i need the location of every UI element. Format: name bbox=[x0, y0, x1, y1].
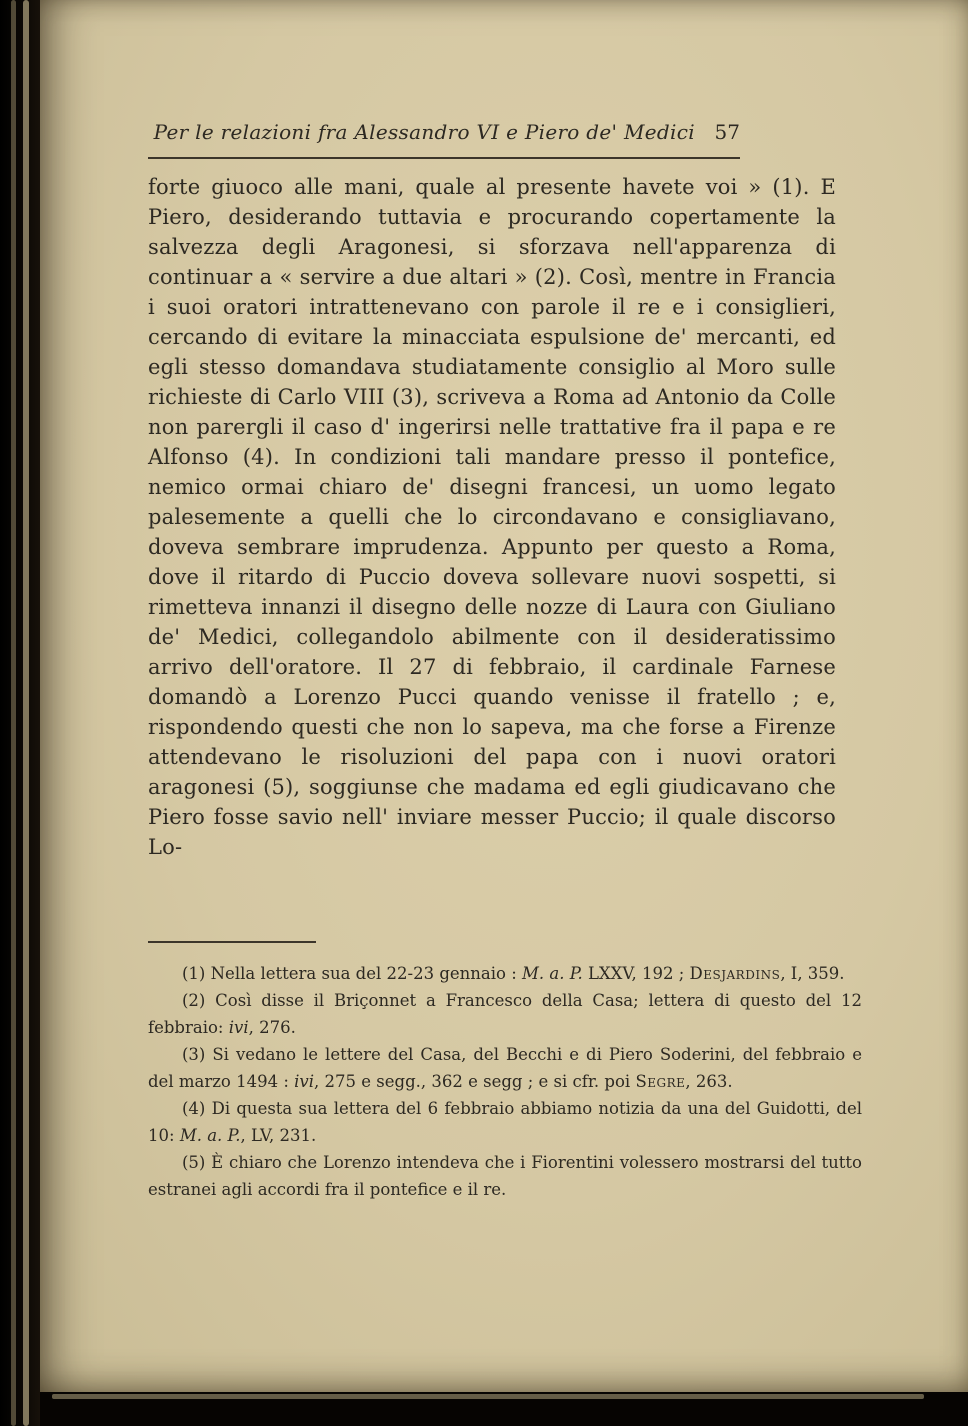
footnote-segment: M. a. P. bbox=[179, 1126, 241, 1145]
footnote bbox=[148, 1149, 862, 1203]
footnote-segment: , LV, 231. bbox=[240, 1126, 317, 1145]
footnote-separator bbox=[148, 941, 316, 943]
footnote-segment: (3) Si vedano le lettere del Casa, del Becchi e di Piero Soderini, del febbraio e del marzo 1494 : bbox=[148, 1045, 862, 1091]
page-number: 57 bbox=[714, 120, 740, 144]
footnote-segment: (4) Di questa sua lettera del 6 febbraio abbiamo notizia da una del Guidotti, del 10: bbox=[148, 1099, 862, 1145]
footnote-segment: , 276. bbox=[248, 1018, 296, 1037]
footnote-segment: , 275 e segg., 362 e segg ; e si cfr. poi bbox=[314, 1072, 636, 1091]
underlying-page-edge bbox=[11, 0, 16, 1426]
body-text: forte giuoco alle mani, quale al presente havete voi » (1). E Piero, desiderando tuttavia e procurando copertamente la salvezza degli Aragonesi, si sforzava nell'apparenza di continuar a « servire a due altari » (2). Così, mentre in Francia i suoi oratori intrattenevano con parole il re e i consiglieri, cercando di evitare la minacciata espulsione de' mercanti, ed egli stesso domandava studiatamente consiglio al Moro sulle richieste di Carlo VIII (3), scriveva a Roma ad Antonio da Colle non parergli il caso d' ingerirsi nelle trattative fra il papa e re Alfonso (4). In condizioni tali mandare presso il pontefice, nemico ormai chiaro de' disegni francesi, un uomo legato palesemente a quelli che lo circondavano e consigliavano, doveva sembrare imprudenza. Appunto per questo a Roma, dove il ritardo di Puccio doveva sollevare nuovi sospetti, si rimetteva innanzi il disegno delle nozze di Laura con Giuliano de' Medici, collegandolo abilmente con il desideratissimo arrivo dell'oratore. Il 27 di febbraio, il cardinale Farnese domandò a Lorenzo Pucci quando venisse il fratello ; e, rispondendo questi che non lo sapeva, ma che forse a Firenze attendevano le risoluzioni del papa con i nuovi oratori aragonesi (5), soggiunse che madama ed egli giudicavano che Piero fosse savio nell' inviare messer Puccio; il quale discorso Lo- bbox=[148, 175, 836, 859]
footnote-segment: M. a. P. bbox=[522, 964, 583, 983]
underlying-page-edge bbox=[23, 0, 29, 1426]
footnote bbox=[148, 987, 862, 1041]
footnote-segment: (1) Nella lettera sua del 22-23 gennaio : bbox=[182, 964, 523, 983]
footnote-segment: ivi bbox=[294, 1072, 315, 1091]
footnote-segment: LXXV, 192 ; bbox=[582, 964, 690, 983]
footnote bbox=[148, 960, 862, 987]
footnote-segment: (2) Così disse il Briçonnet a Francesco della Casa; lettera di questo del 12 febbraio: bbox=[148, 991, 862, 1037]
footnote bbox=[148, 1041, 862, 1095]
page-header bbox=[148, 120, 740, 144]
footnote-segment: , 263. bbox=[685, 1072, 733, 1091]
footnote-segment: Desjardins bbox=[689, 964, 781, 983]
book-page bbox=[40, 0, 968, 1392]
book-binding-shadow bbox=[0, 0, 40, 1426]
header-rule bbox=[148, 157, 740, 159]
footnote-segment: (5) È chiaro che Lorenzo intendeva che i Fiorentini volessero mostrarsi del tutto estranei agli accordi fra il pontefice e il re. bbox=[148, 1153, 862, 1199]
bottom-page-edge bbox=[52, 1394, 924, 1399]
footnote-segment: ivi bbox=[228, 1018, 249, 1037]
footnote bbox=[148, 1095, 862, 1149]
running-title: Per le relazioni fra Alessandro VI e Piero de' Medici bbox=[153, 120, 695, 144]
footnotes bbox=[148, 960, 862, 1203]
footnote-segment: , I, 359. bbox=[780, 964, 845, 983]
footnote-segment: Segre bbox=[635, 1072, 686, 1091]
